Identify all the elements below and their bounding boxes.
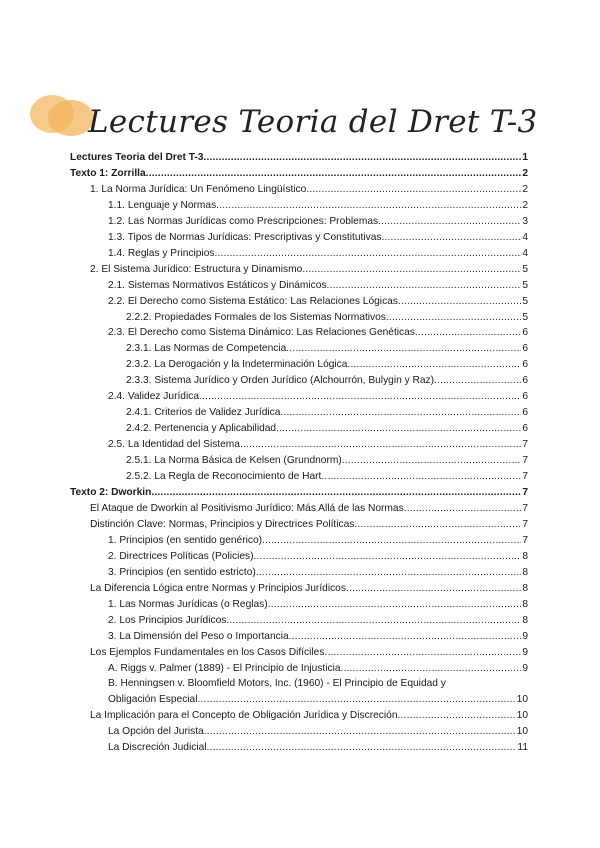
toc-entry-title: 1.2. Las Normas Jurídicas como Prescripciones: Problemas bbox=[108, 215, 379, 227]
toc-entry[interactable] bbox=[70, 613, 528, 629]
toc-entry-title: 2.5. La Identidad del Sistema bbox=[108, 439, 240, 451]
toc-entry-page: 10 bbox=[516, 708, 528, 724]
toc-entry-title: 2.3. El Derecho como Sistema Dinámico: Las Relaciones Genéticas bbox=[108, 327, 415, 339]
toc-entry[interactable] bbox=[70, 150, 528, 166]
toc-entry-title: 3. La Dimensión del Peso o Importancia bbox=[108, 630, 289, 642]
toc-entry-title: 2.4.2. Pertenencia y Aplicabilidad bbox=[126, 423, 277, 435]
toc-entry-page: 9 bbox=[521, 645, 528, 661]
toc-entry[interactable] bbox=[70, 246, 528, 262]
toc-entry[interactable] bbox=[70, 325, 528, 341]
toc-entry-page: 6 bbox=[521, 341, 528, 357]
toc-entry-title: La Implicación para el Concepto de Obligación Jurídica y Discreción bbox=[90, 710, 398, 722]
toc-entry-page: 5 bbox=[521, 294, 528, 310]
toc-entry-page: 10 bbox=[516, 692, 528, 708]
toc-entry-page: 6 bbox=[521, 421, 528, 437]
toc-entry-title: 2.2. El Derecho como Sistema Estático: Las Relaciones Lógicas bbox=[108, 295, 398, 307]
page-title: Lectures Teoria del Dret T-3 bbox=[88, 104, 538, 140]
toc-entry[interactable] bbox=[70, 198, 528, 214]
toc-entry-page: 7 bbox=[521, 501, 528, 517]
toc-entry-title: 2.5.2. La Regla de Reconocimiento de Hart bbox=[126, 471, 322, 483]
toc-entry-title: Lectures Teoria del Dret T-3 bbox=[70, 152, 204, 163]
toc-entry[interactable] bbox=[70, 469, 528, 485]
toc-entry-title: 2.1. Sistemas Normativos Estáticos y Dinámicos bbox=[108, 279, 327, 291]
toc-entry[interactable] bbox=[70, 708, 528, 724]
toc-entry-page: 5 bbox=[521, 310, 528, 326]
toc-entry[interactable] bbox=[70, 533, 528, 549]
toc-entry[interactable] bbox=[70, 437, 528, 453]
toc-entry-page: 6 bbox=[521, 357, 528, 373]
toc-entry-page: 7 bbox=[521, 453, 528, 469]
toc-entry-continuation[interactable] bbox=[70, 692, 528, 708]
table-of-contents bbox=[70, 150, 528, 756]
toc-entry-page: 8 bbox=[521, 597, 528, 613]
toc-entry[interactable] bbox=[70, 629, 528, 645]
toc-entry[interactable] bbox=[70, 724, 528, 740]
toc-entry-page: 5 bbox=[521, 278, 528, 294]
toc-entry-title: 2. El Sistema Jurídico: Estructura y Dinamismo bbox=[90, 263, 303, 275]
toc-entry-page: 9 bbox=[521, 661, 528, 677]
toc-entry-title: 1.3. Tipos de Normas Jurídicas: Prescriptivas y Constitutivas bbox=[108, 231, 382, 243]
toc-entry-title: 3. Principios (en sentido estricto) bbox=[108, 566, 256, 578]
toc-entry-page: 2 bbox=[521, 166, 528, 182]
toc-entry[interactable] bbox=[70, 645, 528, 661]
toc-entry[interactable] bbox=[70, 389, 528, 405]
toc-entry[interactable] bbox=[70, 262, 528, 278]
toc-entry-page: 6 bbox=[521, 389, 528, 405]
toc-entry-page: 8 bbox=[521, 581, 528, 597]
toc-entry-page: 5 bbox=[521, 262, 528, 278]
toc-entry-page: 2 bbox=[521, 198, 528, 214]
toc-entry[interactable] bbox=[70, 676, 528, 692]
toc-entry-page: 6 bbox=[521, 373, 528, 389]
toc-entry[interactable] bbox=[70, 166, 528, 182]
toc-entry[interactable] bbox=[70, 581, 528, 597]
toc-entry[interactable] bbox=[70, 357, 528, 373]
toc-entry[interactable] bbox=[70, 182, 528, 198]
toc-entry[interactable] bbox=[70, 230, 528, 246]
toc-entry-title: 1. Principios (en sentido genérico) bbox=[108, 534, 263, 546]
toc-entry-page: 7 bbox=[521, 485, 528, 501]
toc-entry-page: 8 bbox=[521, 549, 528, 565]
toc-entry-page: 10 bbox=[516, 724, 528, 740]
toc-entry[interactable] bbox=[70, 597, 528, 613]
toc-entry-title: 2.5.1. La Norma Básica de Kelsen (Grundnorm) bbox=[126, 455, 342, 467]
toc-entry-title: A. Riggs v. Palmer (1889) - El Principio de Injusticia bbox=[108, 662, 341, 674]
toc-entry-page: 11 bbox=[516, 740, 528, 756]
toc-entry-page: 6 bbox=[521, 325, 528, 341]
toc-entry-page: 7 bbox=[521, 533, 528, 549]
toc-entry[interactable] bbox=[70, 740, 528, 756]
toc-entry-title: 2.4. Validez Jurídica bbox=[108, 391, 199, 403]
toc-entry-page: 4 bbox=[521, 230, 528, 246]
toc-entry-title: 2.2.2. Propiedades Formales de los Sistemas Normativos bbox=[126, 311, 386, 323]
toc-entry-title: 2.3.3. Sistema Jurídico y Orden Jurídico (Alchourrón, Bulygin y Raz) bbox=[126, 375, 435, 387]
toc-entry-title: La Discreción Judicial bbox=[108, 742, 207, 754]
toc-entry[interactable] bbox=[70, 501, 528, 517]
toc-entry[interactable] bbox=[70, 517, 528, 533]
toc-entry-title: El Ataque de Dworkin al Positivismo Jurídico: Más Allá de las Normas bbox=[90, 502, 404, 514]
toc-entry-title: 1. Las Normas Jurídicas (o Reglas) bbox=[108, 598, 268, 610]
toc-entry-page: 7 bbox=[521, 517, 528, 533]
toc-entry-page: 7 bbox=[521, 437, 528, 453]
toc-entry-title: Texto 2: Dworkin bbox=[70, 487, 152, 499]
toc-entry-page: 2 bbox=[521, 182, 528, 198]
toc-entry-page: 6 bbox=[521, 405, 528, 421]
toc-entry-title: 1.1. Lenguaje y Normas bbox=[108, 199, 217, 211]
toc-entry[interactable] bbox=[70, 341, 528, 357]
toc-entry[interactable] bbox=[70, 405, 528, 421]
toc-entry-title: B. Henningsen v. Bloomfield Motors, Inc. (1960) - El Principio de Equidad y bbox=[108, 678, 446, 690]
toc-entry-page: 8 bbox=[521, 613, 528, 629]
toc-entry-title: Texto 1: Zorrilla bbox=[70, 167, 146, 179]
toc-entry-title: 1. La Norma Jurídica: Un Fenómeno Lingüístico bbox=[90, 183, 307, 195]
toc-entry-title: La Diferencia Lógica entre Normas y Principios Jurídicos bbox=[90, 582, 346, 594]
toc-entry-page: 1 bbox=[521, 150, 528, 166]
toc-entry-title: Los Ejemplos Fundamentales en los Casos Difíciles bbox=[90, 646, 325, 658]
toc-entry[interactable] bbox=[70, 565, 528, 581]
toc-entry-title: Obligación Especial bbox=[108, 694, 198, 706]
toc-entry[interactable] bbox=[70, 294, 528, 310]
toc-entry[interactable] bbox=[70, 373, 528, 389]
toc-entry-title: 2.3.1. Las Normas de Competencia bbox=[126, 343, 287, 355]
toc-entry[interactable] bbox=[70, 421, 528, 437]
toc-entry[interactable] bbox=[70, 310, 528, 326]
toc-entry-page: 9 bbox=[521, 629, 528, 645]
toc-entry-title: 2.4.1. Criterios de Validez Jurídica bbox=[126, 407, 281, 419]
toc-entry-page: 3 bbox=[521, 214, 528, 230]
toc-entry-page: 8 bbox=[521, 565, 528, 581]
toc-entry[interactable] bbox=[70, 549, 528, 565]
toc-entry-title: 2. Directrices Políticas (Policies) bbox=[108, 550, 254, 562]
toc-entry-title: Distinción Clave: Normas, Principios y Directrices Políticas bbox=[90, 518, 355, 530]
toc-entry-title: La Opción del Jurista bbox=[108, 726, 204, 738]
toc-entry-title: 2.3.2. La Derogación y la Indeterminación Lógica bbox=[126, 359, 348, 371]
toc-entry-title: 2. Los Principios Jurídicos bbox=[108, 614, 227, 626]
toc-entry-page: 7 bbox=[521, 469, 528, 485]
toc-entry-page: 4 bbox=[521, 246, 528, 262]
toc-entry[interactable] bbox=[70, 214, 528, 230]
toc-entry[interactable] bbox=[70, 485, 528, 501]
toc-entry[interactable] bbox=[70, 661, 528, 677]
toc-entry-title: 1.4. Reglas y Principios bbox=[108, 247, 215, 259]
toc-entry[interactable] bbox=[70, 453, 528, 469]
toc-entry[interactable] bbox=[70, 278, 528, 294]
